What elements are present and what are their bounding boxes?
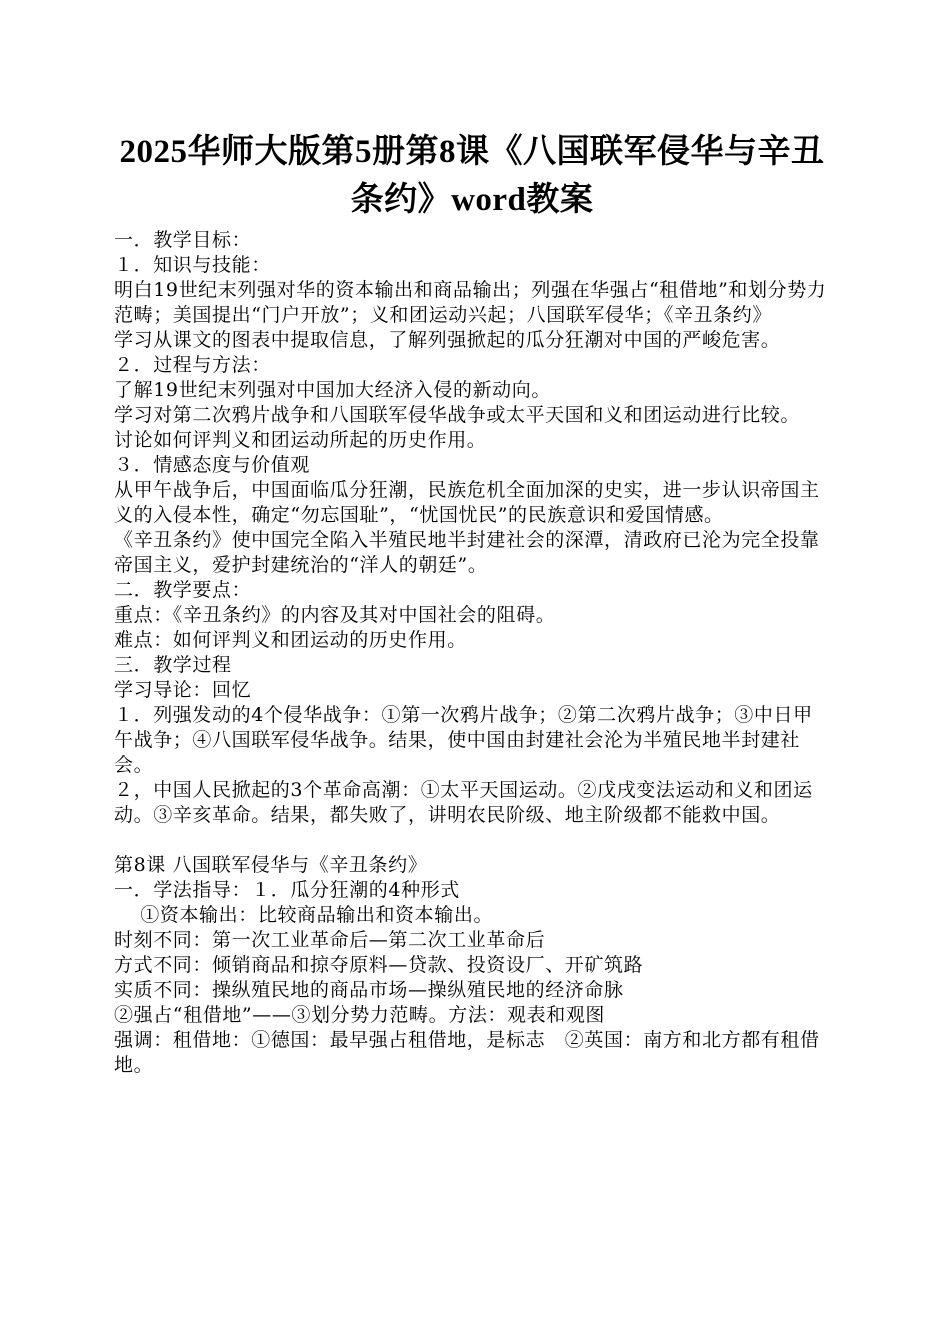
document-page: [114, 128, 830, 1078]
paragraph: 学习从课文的图表中提取信息，了解列强掀起的瓜分狂潮对中国的严峻危害。: [114, 329, 781, 351]
paragraph: ②强占“租借地”——③划分势力范畴。方法：观表和观图: [114, 1004, 606, 1026]
paragraph: 强调：租借地：①德国：最早强占租借地，是标志 ②英国：南方和北方都有租借地。: [114, 1029, 820, 1076]
paragraph: ２，中国人民掀起的3个革命高潮：①太平天国运动。②戊戌变法运动和义和团运动。③辛亥革命。结果，都失败了，讲明农民阶级、地主阶级都不能救中国。: [114, 779, 813, 826]
paragraph: 了解19世纪末列强对中国加大经济入侵的新动向。: [114, 379, 551, 401]
paragraph: 重点：《辛丑条约》的内容及其对中国社会的阻碍。: [114, 604, 556, 626]
paragraph: ①资本输出：比较商品输出和资本输出。: [114, 904, 494, 926]
paragraph: 难点：如何评判义和团运动的历史作用。: [114, 629, 467, 651]
paragraph: 一．学法指导：１．瓜分狂潮的4种形式: [114, 879, 460, 901]
blank-line: [114, 828, 830, 853]
subsection-heading: １．知识与技能：: [114, 254, 271, 276]
paragraph: 时刻不同：第一次工业革命后—第二次工业革命后: [114, 929, 546, 951]
paragraph: 从甲午战争后，中国面临瓜分狂潮，民族危机全面加深的史实，进一步认识帝国主义的入侵本性，确定“勿忘国耻”，“忧国忧民”的民族意识和爱国情感。: [114, 479, 820, 526]
subsection-heading: ２．过程与方法：: [114, 354, 271, 376]
document-body: [114, 228, 830, 1078]
lesson-heading: 第8课 八国联军侵华与《辛丑条约》: [114, 854, 428, 876]
paragraph: 学习导论：回忆: [114, 679, 252, 701]
paragraph: 讨论如何评判义和团运动所起的历史作用。: [114, 429, 487, 451]
section-heading: 三．教学过程: [114, 654, 232, 676]
paragraph: 《辛丑条约》使中国完全陷入半殖民地半封建社会的深潭，清政府已沦为完全投靠帝国主义，爱护封建统治的“洋人的朝廷”。: [114, 529, 820, 576]
section-heading: 二．教学要点：: [114, 579, 252, 601]
document-title: 2025华师大版第5册第8课《八国联军侵华与辛丑条约》word教案: [119, 134, 825, 218]
section-heading: 一．教学目标：: [114, 229, 252, 251]
paragraph: 学习对第二次鸦片战争和八国联军侵华战争或太平天国和义和团运动进行比较。: [114, 404, 801, 426]
paragraph: １．列强发动的4个侵华战争：①第一次鸦片战争；②第二次鸦片战争；③中日甲午战争；④八国联军侵华战争。结果，使中国由封建社会沦为半殖民地半封建社会。: [114, 704, 813, 776]
paragraph: 明白19世纪末列强对华的资本输出和商品输出；列强在华强占“租借地”和划分势力范畴；美国提出“门户开放”；义和团运动兴起；八国联军侵华；《辛丑条约》: [114, 279, 827, 326]
paragraph: 实质不同：操纵殖民地的商品市场—操纵殖民地的经济命脉: [114, 979, 624, 1001]
subsection-heading: ３．情感态度与价值观: [114, 454, 311, 476]
paragraph: 方式不同：倾销商品和掠夺原料—贷款、投资设厂、开矿筑路: [114, 954, 644, 976]
